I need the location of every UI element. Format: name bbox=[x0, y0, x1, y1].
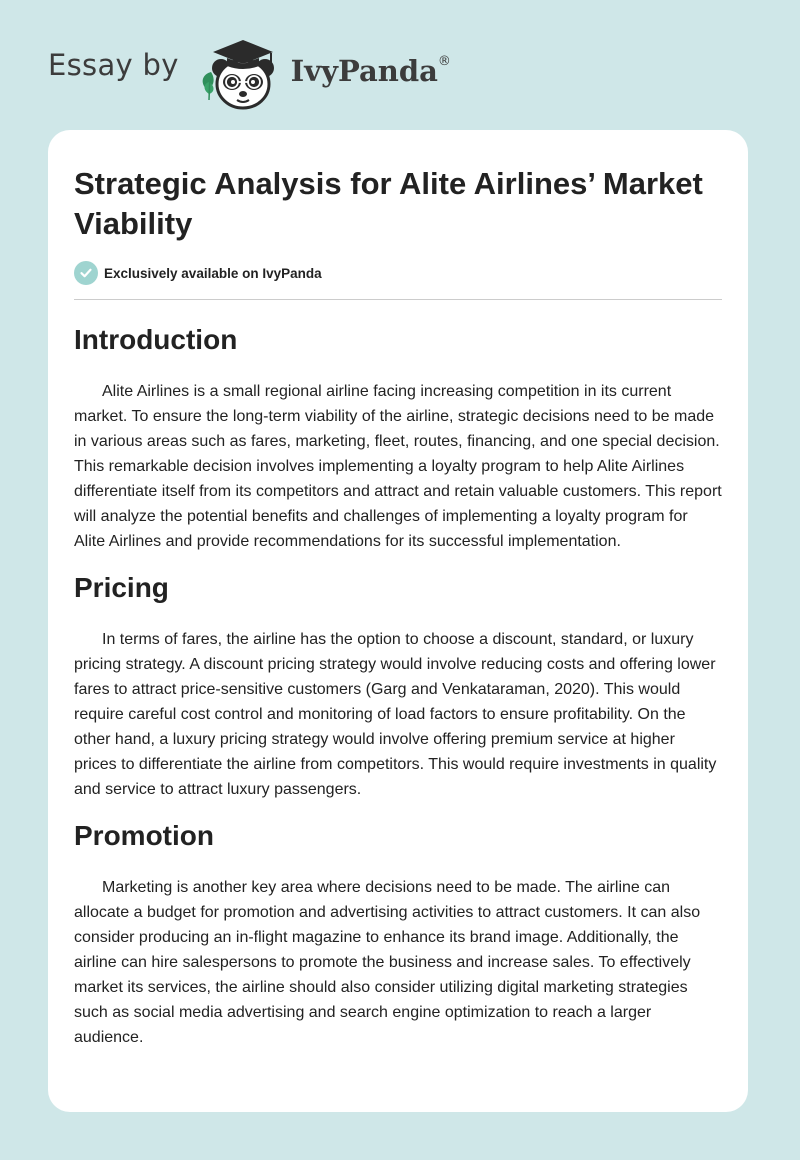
section-heading: Pricing bbox=[74, 572, 169, 603]
site-header bbox=[48, 30, 451, 114]
section-heading: Introduction bbox=[74, 324, 238, 355]
section-heading: Promotion bbox=[74, 820, 214, 851]
exclusive-badge bbox=[74, 261, 722, 285]
divider bbox=[74, 299, 722, 300]
registered-mark: ® bbox=[437, 54, 451, 69]
panda-graduate-logo-icon[interactable] bbox=[197, 30, 289, 114]
badge-text: Exclusively available on IvyPanda bbox=[104, 265, 322, 281]
brand-prefix: Essay by bbox=[48, 48, 179, 82]
section-introduction bbox=[74, 324, 722, 554]
section-promotion bbox=[74, 820, 722, 1050]
brand-name[interactable]: IvyPanda bbox=[290, 54, 438, 88]
section-paragraph: Alite Airlines is a small regional airline facing increasing competition in its current market. To ensure the long-term viability of the airline, strategic decisions need to be made in various areas such as fares, marketing, fleet, routes, financing, and one special decision. This remarkable decision involves implementing a loyalty program to help Alite Airlines differentiate itself from its competitors and attract and retain valuable customers. This report will analyze the potential benefits and challenges of implementing a loyalty program for Alite Airlines and provide recommendations for its successful implementation. bbox=[74, 383, 722, 550]
check-circle-icon bbox=[74, 261, 98, 285]
page-title: Strategic Analysis for Alite Airlines’ Market Viability bbox=[74, 166, 703, 241]
section-paragraph: In terms of fares, the airline has the option to choose a discount, standard, or luxury pricing strategy. A discount pricing strategy would involve reducing costs and offering lower fares to attract price-sensitive customers (Garg and Venkataraman, 2020). This would require careful cost control and monitoring of load factors to ensure profitability. On the other hand, a luxury pricing strategy would involve offering premium service at higher prices to differentiate the airline from competitors. This would require investments in quality and service to attract luxury passengers. bbox=[74, 631, 717, 798]
section-paragraph: Marketing is another key area where decisions need to be made. The airline can allocate a budget for promotion and advertising activities to attract customers. It can also consider producing an in-flight magazine to enhance its brand image. Additionally, the airline can hire salespersons to promote the business and increase sales. To effectively market its services, the airline should also consider utilizing digital marketing strategies such as social media advertising and search engine optimization to reach a larger audience. bbox=[74, 879, 701, 1046]
essay-card bbox=[48, 130, 748, 1112]
section-pricing bbox=[74, 572, 722, 802]
